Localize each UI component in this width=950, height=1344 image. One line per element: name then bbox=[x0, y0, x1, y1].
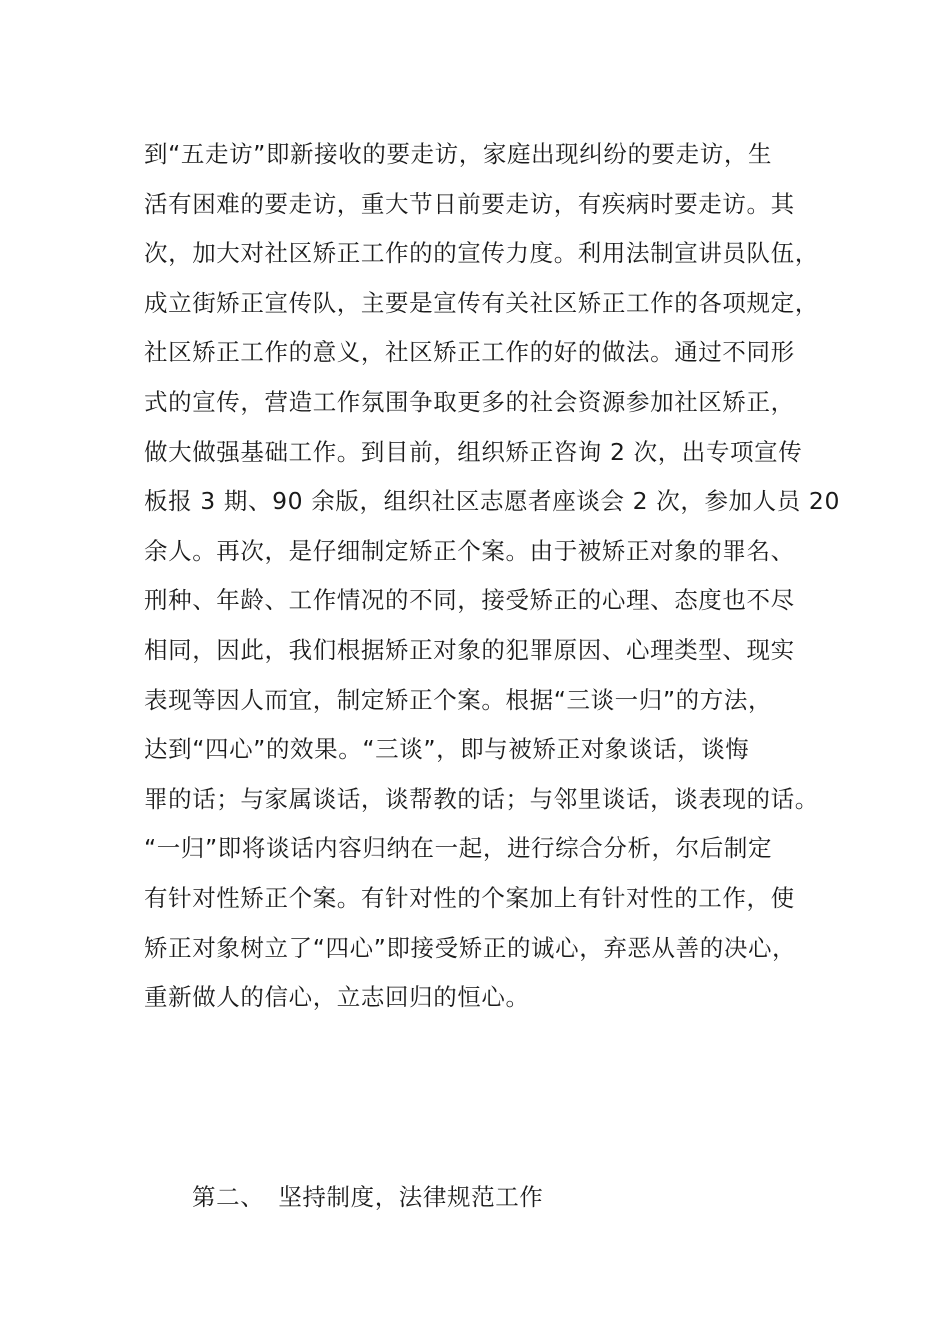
paragraph-line: 次，加大对社区矫正工作的的宣传力度。利用法制宣讲员队伍， bbox=[144, 239, 819, 268]
paragraph-line: 罪的话；与家属谈话，谈帮教的话；与邻里谈话，谈表现的话。 bbox=[144, 784, 819, 813]
paragraph-line: 到“五走访”即新接收的要走访，家庭出现纠纷的要走访，生 bbox=[144, 140, 773, 168]
paragraph-line: 刑种、年龄、工作情况的不同，接受矫正的心理、态度也不尽 bbox=[144, 586, 795, 615]
body-paragraph bbox=[144, 130, 841, 1023]
section-title: 坚持制度，法律规范工作 bbox=[278, 1183, 544, 1211]
paragraph-line: 矫正对象树立了“四心”即接受矫正的诚心，弃恶从善的决心， bbox=[144, 933, 797, 962]
paragraph-line: 成立街矫正宣传队，主要是宣传有关社区矫正工作的各项规定， bbox=[144, 288, 819, 317]
paragraph-line: 余人。再次，是仔细制定矫正个案。由于被矫正对象的罪名、 bbox=[144, 536, 795, 565]
section-heading bbox=[192, 1172, 543, 1222]
paragraph-line: 社区矫正工作的意义，社区矫正工作的好的做法。通过不同形 bbox=[144, 338, 795, 367]
paragraph-line: 式的宣传，营造工作氛围争取更多的社会资源参加社区矫正， bbox=[144, 387, 795, 416]
paragraph-line: 活有困难的要走访，重大节日前要走访，有疾病时要走访。其 bbox=[144, 189, 795, 218]
paragraph-line: 达到“四心”的效果。“三谈”，即与被矫正对象谈话，谈悔 bbox=[144, 735, 750, 764]
paragraph-line: 做大做强基础工作。到目前，组织矫正咨询 2 次，出专项宣传 bbox=[144, 437, 803, 466]
paragraph-line: 重新做人的信心，立志回归的恒心。 bbox=[144, 983, 530, 1012]
paragraph-line: 相同，因此，我们根据矫正对象的犯罪原因、心理类型、现实 bbox=[144, 635, 795, 664]
paragraph-line: 板报 3 期、90 余版，组织社区志愿者座谈会 2 次，参加人员 20 bbox=[144, 487, 841, 516]
paragraph-line: 表现等因人而宜，制定矫正个案。根据“三谈一归”的方法， bbox=[144, 685, 773, 714]
paragraph-line: “一归”即将谈话内容归纳在一起，进行综合分析，尔后制定 bbox=[144, 834, 773, 863]
paragraph-line: 有针对性矫正个案。有针对性的个案加上有针对性的工作，使 bbox=[144, 883, 795, 912]
section-number: 第二、 bbox=[192, 1183, 265, 1211]
